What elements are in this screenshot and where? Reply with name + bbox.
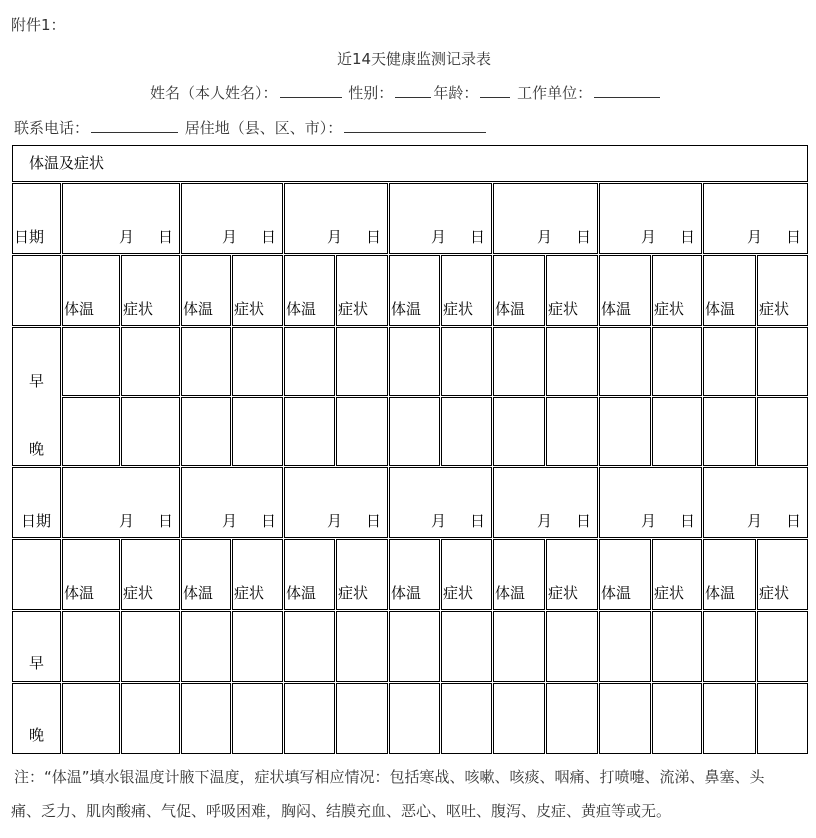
symptom-header-label: 症状 bbox=[338, 584, 369, 602]
temperature-header bbox=[62, 255, 120, 326]
month-label: 月 bbox=[536, 512, 552, 530]
day-label: 日 bbox=[785, 228, 801, 246]
temperature-evening-input[interactable] bbox=[599, 683, 651, 754]
month-label: 月 bbox=[640, 512, 656, 530]
phone-field[interactable] bbox=[91, 118, 178, 133]
temperature-evening-input[interactable] bbox=[493, 683, 545, 754]
page-title: 近14天健康监测记录表 bbox=[336, 50, 492, 68]
symptom-evening-input[interactable] bbox=[652, 397, 702, 466]
date-cell-day-9[interactable] bbox=[181, 467, 283, 538]
section-header-label: 体温及症状 bbox=[29, 154, 105, 172]
temperature-header-label: 体温 bbox=[64, 300, 95, 318]
temperature-evening-input[interactable] bbox=[62, 683, 120, 754]
temperature-evening-input[interactable] bbox=[703, 683, 756, 754]
symptom-header bbox=[441, 539, 492, 610]
symptom-morning-input[interactable] bbox=[757, 327, 808, 396]
day-label: 日 bbox=[469, 512, 485, 530]
temperature-header-label: 体温 bbox=[183, 300, 214, 318]
subheader-empty-cell bbox=[12, 255, 61, 326]
temperature-header-label: 体温 bbox=[601, 584, 632, 602]
temperature-morning-input[interactable] bbox=[62, 327, 120, 396]
symptom-morning-input[interactable] bbox=[757, 611, 808, 682]
temperature-header bbox=[389, 255, 440, 326]
age-label: 年龄： bbox=[433, 84, 479, 102]
month-label: 月 bbox=[118, 512, 134, 530]
temperature-evening-input[interactable] bbox=[62, 397, 120, 466]
symptom-evening-input[interactable] bbox=[232, 683, 283, 754]
symptom-evening-input[interactable] bbox=[121, 683, 180, 754]
symptom-evening-input[interactable] bbox=[546, 683, 598, 754]
symptom-header bbox=[121, 255, 180, 326]
symptom-header-label: 症状 bbox=[548, 300, 579, 318]
morning-label: 早 bbox=[28, 372, 44, 390]
temperature-evening-input[interactable] bbox=[284, 397, 335, 466]
month-label: 月 bbox=[430, 228, 446, 246]
symptom-morning-input[interactable] bbox=[121, 327, 180, 396]
evening-label: 晚 bbox=[28, 726, 44, 744]
symptom-header-label: 症状 bbox=[759, 300, 790, 318]
temperature-header-label: 体温 bbox=[705, 584, 736, 602]
symptom-header bbox=[121, 539, 180, 610]
temperature-evening-input[interactable] bbox=[389, 397, 440, 466]
symptom-header-label: 症状 bbox=[654, 300, 685, 318]
date-cell-day-11[interactable] bbox=[389, 467, 492, 538]
symptom-header bbox=[757, 539, 808, 610]
temperature-header-label: 体温 bbox=[601, 300, 632, 318]
name-field[interactable] bbox=[280, 83, 342, 98]
month-label: 月 bbox=[118, 228, 134, 246]
gender-label: 性别： bbox=[348, 84, 394, 102]
day-label: 日 bbox=[575, 228, 591, 246]
day-label: 日 bbox=[157, 512, 173, 530]
month-day-label bbox=[431, 510, 485, 531]
info-line-1 bbox=[150, 82, 662, 103]
month-day-label bbox=[119, 510, 173, 531]
temperature-header bbox=[389, 539, 440, 610]
symptom-header-label: 症状 bbox=[654, 584, 685, 602]
temperature-morning-input[interactable] bbox=[703, 327, 756, 396]
symptom-evening-input[interactable] bbox=[441, 397, 492, 466]
month-label: 月 bbox=[640, 228, 656, 246]
symptom-evening-input[interactable] bbox=[652, 683, 702, 754]
temperature-evening-input[interactable] bbox=[181, 683, 231, 754]
symptom-header-label: 症状 bbox=[443, 300, 474, 318]
month-day-label bbox=[641, 510, 695, 531]
date-label: 日期 bbox=[14, 228, 45, 246]
temperature-morning-input[interactable] bbox=[493, 611, 545, 682]
morning-label-cell bbox=[12, 611, 61, 682]
temperature-morning-input[interactable] bbox=[181, 327, 231, 396]
temperature-header bbox=[181, 255, 231, 326]
symptom-header bbox=[336, 255, 388, 326]
month-label: 月 bbox=[221, 228, 237, 246]
month-day-label bbox=[747, 510, 801, 531]
symptom-evening-input[interactable] bbox=[336, 683, 388, 754]
temperature-morning-input[interactable] bbox=[181, 611, 231, 682]
temperature-evening-input[interactable] bbox=[493, 397, 545, 466]
month-label: 月 bbox=[746, 512, 762, 530]
name-label: 姓名（本人姓名）： bbox=[150, 84, 278, 102]
symptom-evening-input[interactable] bbox=[757, 683, 808, 754]
symptom-morning-input[interactable] bbox=[652, 327, 702, 396]
day-label: 日 bbox=[679, 228, 695, 246]
temperature-morning-input[interactable] bbox=[389, 611, 440, 682]
symptom-header bbox=[757, 255, 808, 326]
symptom-morning-input[interactable] bbox=[441, 327, 492, 396]
month-day-label bbox=[327, 226, 381, 247]
date-cell-day-4[interactable] bbox=[389, 183, 492, 254]
symptom-header bbox=[546, 539, 598, 610]
month-day-label bbox=[641, 226, 695, 247]
temperature-evening-input[interactable] bbox=[599, 397, 651, 466]
temperature-evening-input[interactable] bbox=[181, 397, 231, 466]
symptom-evening-input[interactable] bbox=[441, 683, 492, 754]
phone-label: 联系电话： bbox=[14, 119, 90, 137]
month-day-label bbox=[327, 510, 381, 531]
month-label: 月 bbox=[326, 228, 342, 246]
temperature-header bbox=[599, 539, 651, 610]
day-label: 日 bbox=[365, 228, 381, 246]
temperature-header bbox=[493, 255, 545, 326]
symptom-header-label: 症状 bbox=[234, 584, 265, 602]
date-cell-day-14[interactable] bbox=[703, 467, 808, 538]
work-unit-label: 工作单位： bbox=[517, 84, 593, 102]
temperature-header bbox=[284, 539, 335, 610]
month-day-label bbox=[537, 226, 591, 247]
temperature-header bbox=[703, 255, 756, 326]
date-label-cell bbox=[12, 467, 61, 538]
month-label: 月 bbox=[746, 228, 762, 246]
symptom-evening-input[interactable] bbox=[757, 397, 808, 466]
month-label: 月 bbox=[536, 228, 552, 246]
temperature-header bbox=[493, 539, 545, 610]
date-cell-day-10[interactable] bbox=[284, 467, 388, 538]
month-day-label bbox=[431, 226, 485, 247]
evening-label-cell bbox=[12, 683, 61, 754]
month-day-label bbox=[222, 510, 276, 531]
day-label: 日 bbox=[679, 512, 695, 530]
temperature-morning-input[interactable] bbox=[284, 327, 335, 396]
month-label: 月 bbox=[326, 512, 342, 530]
temperature-morning-input[interactable] bbox=[599, 611, 651, 682]
date-cell-day-13[interactable] bbox=[599, 467, 702, 538]
temperature-header-label: 体温 bbox=[183, 584, 214, 602]
residence-label: 居住地（县、区、市）： bbox=[184, 119, 343, 137]
temperature-header-label: 体温 bbox=[495, 300, 526, 318]
temperature-header-label: 体温 bbox=[286, 300, 317, 318]
evening-label: 晚 bbox=[28, 440, 44, 458]
gender-field[interactable] bbox=[395, 83, 431, 98]
month-label: 月 bbox=[221, 512, 237, 530]
day-label: 日 bbox=[785, 512, 801, 530]
day-label: 日 bbox=[575, 512, 591, 530]
subheader-empty-cell bbox=[12, 539, 61, 610]
temperature-header bbox=[703, 539, 756, 610]
date-cell-day-1[interactable] bbox=[62, 183, 180, 254]
symptom-header-label: 症状 bbox=[234, 300, 265, 318]
symptom-evening-input[interactable] bbox=[546, 397, 598, 466]
month-day-label bbox=[119, 226, 173, 247]
symptom-morning-input[interactable] bbox=[232, 327, 283, 396]
age-field[interactable] bbox=[480, 83, 510, 98]
symptom-morning-input[interactable] bbox=[652, 611, 702, 682]
temperature-morning-input[interactable] bbox=[599, 327, 651, 396]
temperature-evening-input[interactable] bbox=[389, 683, 440, 754]
date-label: 日期 bbox=[21, 512, 52, 530]
symptom-header bbox=[232, 255, 283, 326]
day-label: 日 bbox=[469, 228, 485, 246]
symptom-header-label: 症状 bbox=[443, 584, 474, 602]
day-label: 日 bbox=[260, 228, 276, 246]
attachment-label: 附件1： bbox=[11, 16, 66, 34]
temperature-morning-input[interactable] bbox=[703, 611, 756, 682]
temperature-header bbox=[599, 255, 651, 326]
date-cell-day-7[interactable] bbox=[703, 183, 808, 254]
symptom-header bbox=[336, 539, 388, 610]
date-cell-day-6[interactable] bbox=[599, 183, 702, 254]
day-label: 日 bbox=[260, 512, 276, 530]
symptom-morning-input[interactable] bbox=[336, 611, 388, 682]
temperature-morning-input[interactable] bbox=[284, 611, 335, 682]
symptom-header bbox=[652, 255, 702, 326]
temperature-header bbox=[181, 539, 231, 610]
temperature-header-label: 体温 bbox=[391, 584, 422, 602]
symptom-header-label: 症状 bbox=[548, 584, 579, 602]
symptom-header-label: 症状 bbox=[123, 300, 154, 318]
note-line-2: 痛、乏力、肌肉酸痛、气促、呼吸困难，胸闷、结膜充血、恶心、呕吐、腹泻、皮症、黄疸等或无。 bbox=[11, 802, 672, 820]
symptom-header-label: 症状 bbox=[123, 584, 154, 602]
temperature-header-label: 体温 bbox=[495, 584, 526, 602]
temperature-header bbox=[284, 255, 335, 326]
temperature-morning-input[interactable] bbox=[389, 327, 440, 396]
month-day-label bbox=[537, 510, 591, 531]
date-label-cell bbox=[12, 183, 61, 254]
residence-field[interactable] bbox=[344, 118, 486, 133]
date-cell-day-5[interactable] bbox=[493, 183, 598, 254]
symptom-evening-input[interactable] bbox=[336, 397, 388, 466]
temperature-header-label: 体温 bbox=[286, 584, 317, 602]
symptom-morning-input[interactable] bbox=[546, 611, 598, 682]
temperature-evening-input[interactable] bbox=[284, 683, 335, 754]
temperature-evening-input[interactable] bbox=[703, 397, 756, 466]
temperature-morning-input[interactable] bbox=[493, 327, 545, 396]
symptom-morning-input[interactable] bbox=[546, 327, 598, 396]
temperature-morning-input[interactable] bbox=[62, 611, 120, 682]
symptom-header-label: 症状 bbox=[338, 300, 369, 318]
info-line-2 bbox=[14, 117, 488, 138]
day-label: 日 bbox=[365, 512, 381, 530]
symptom-header bbox=[546, 255, 598, 326]
symptom-header bbox=[652, 539, 702, 610]
temperature-header bbox=[62, 539, 120, 610]
note bbox=[11, 760, 814, 828]
temperature-header-label: 体温 bbox=[64, 584, 95, 602]
month-day-label bbox=[747, 226, 801, 247]
date-cell-day-8[interactable] bbox=[62, 467, 180, 538]
symptom-evening-input[interactable] bbox=[232, 397, 283, 466]
date-cell-day-12[interactable] bbox=[493, 467, 598, 538]
symptom-evening-input[interactable] bbox=[121, 397, 180, 466]
symptom-morning-input[interactable] bbox=[121, 611, 180, 682]
temperature-header-label: 体温 bbox=[705, 300, 736, 318]
work-unit-field[interactable] bbox=[594, 83, 660, 98]
symptom-morning-input[interactable] bbox=[232, 611, 283, 682]
symptom-header-label: 症状 bbox=[759, 584, 790, 602]
month-day-label bbox=[222, 226, 276, 247]
day-label: 日 bbox=[157, 228, 173, 246]
temperature-header-label: 体温 bbox=[391, 300, 422, 318]
symptom-header bbox=[232, 539, 283, 610]
symptom-header bbox=[441, 255, 492, 326]
symptom-morning-input[interactable] bbox=[441, 611, 492, 682]
morning-label: 早 bbox=[28, 654, 44, 672]
symptom-morning-input[interactable] bbox=[336, 327, 388, 396]
morning-evening-label-cell bbox=[12, 327, 61, 466]
month-label: 月 bbox=[430, 512, 446, 530]
date-cell-day-2[interactable] bbox=[181, 183, 283, 254]
date-cell-day-3[interactable] bbox=[284, 183, 388, 254]
section-header bbox=[12, 145, 808, 182]
note-line-1: 注：“体温”填水银温度计腋下温度，症状填写相应情况：包括寒战、咳嗽、咳痰、咽痛、打喷嚏、流涕、鼻塞、头 bbox=[14, 768, 765, 786]
